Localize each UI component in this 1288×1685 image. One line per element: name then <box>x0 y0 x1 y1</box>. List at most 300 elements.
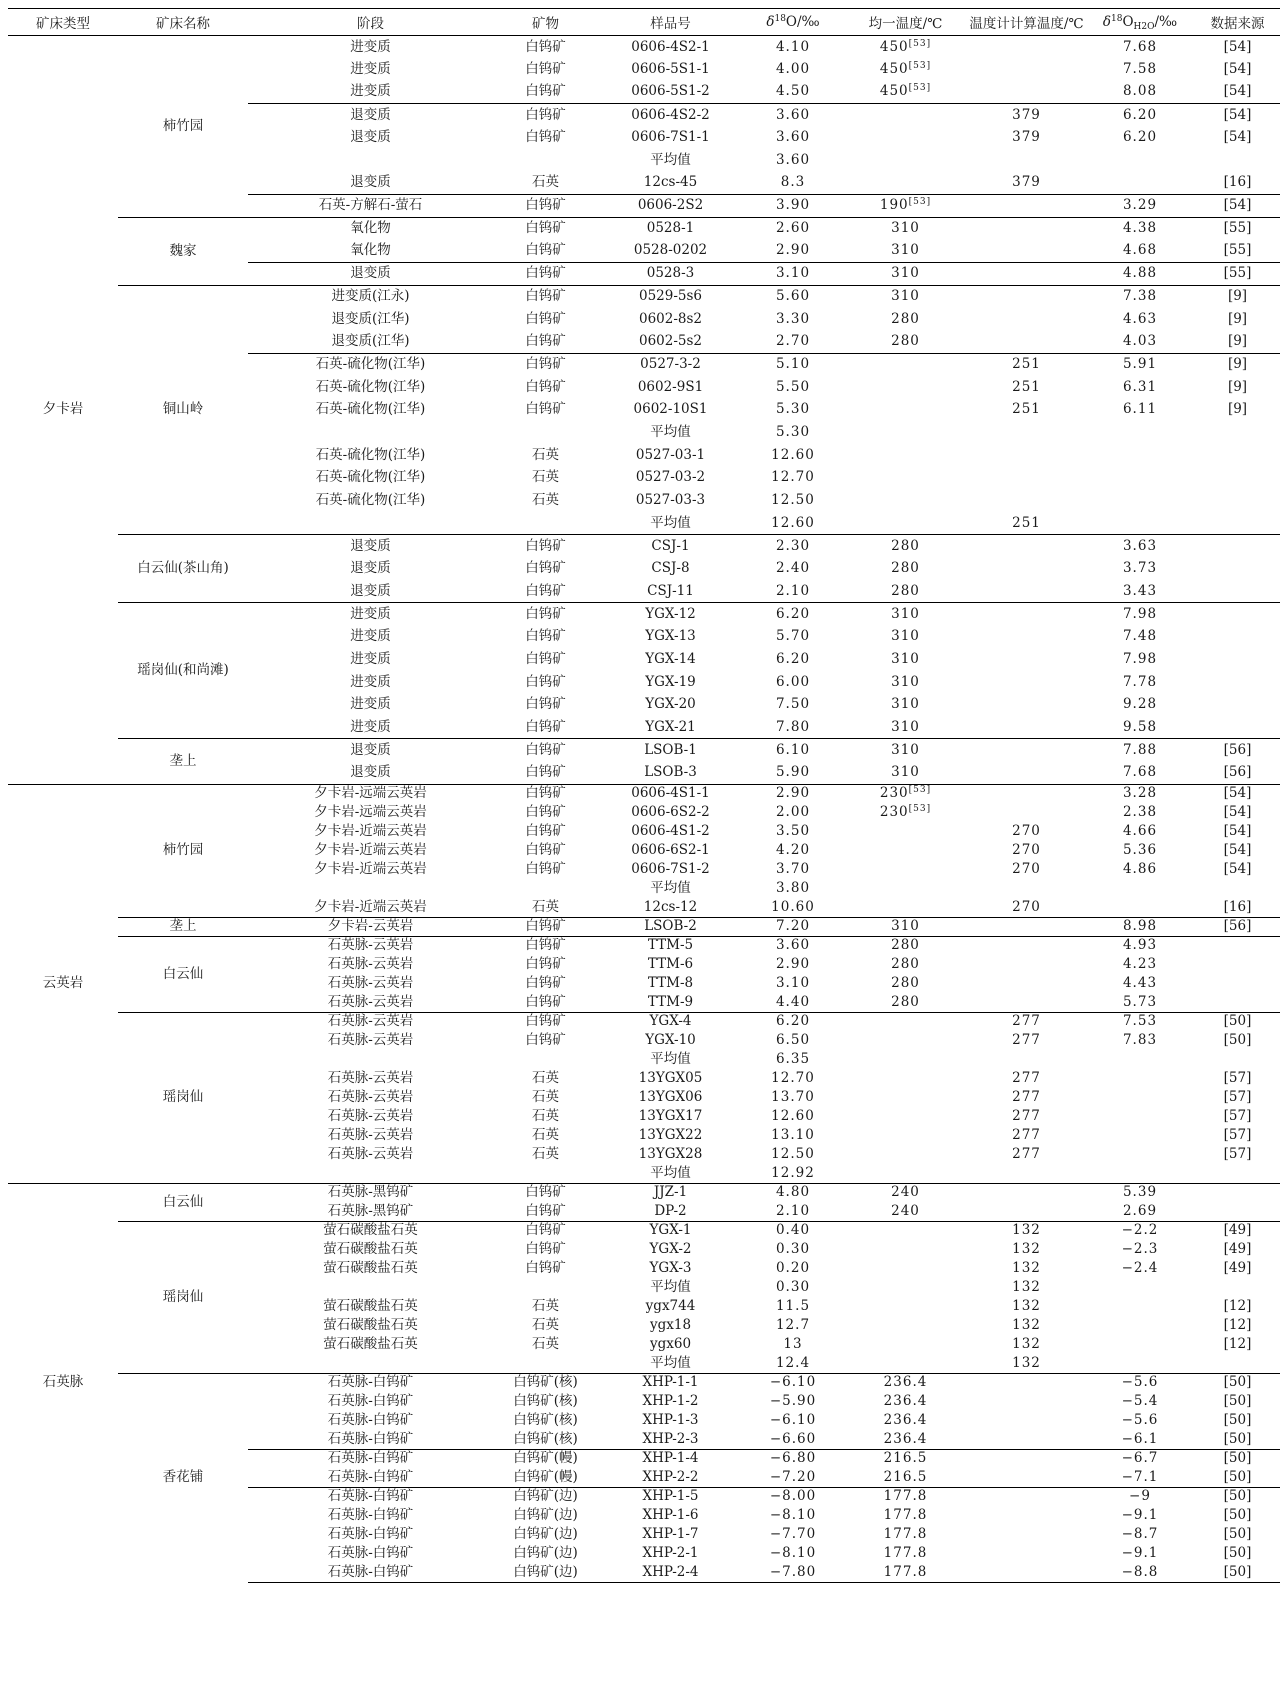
sample-id-cell: YGX-13 <box>645 628 696 645</box>
homog-temp-cell <box>843 444 968 467</box>
d18o-cell: 2.00 <box>775 804 811 821</box>
mineral-cell <box>493 512 598 535</box>
d18o-h2o-cell <box>1085 467 1195 490</box>
sample-id-cell: 13YGX28 <box>638 1146 703 1163</box>
stage-cell: 石英-硫化物(江华) <box>315 378 426 395</box>
thermo-temp-cell <box>968 467 1085 490</box>
d18o-h2o-cell: −8.7 <box>1121 1526 1159 1543</box>
d18o-h2o-cell: −2.3 <box>1121 1241 1159 1258</box>
d18o-cell: 12.70 <box>771 469 815 486</box>
sample-id-cell: TTM-5 <box>598 936 743 955</box>
sample-id-cell: XHP-1-4 <box>598 1449 743 1468</box>
d18o-h2o-cell: 4.88 <box>1085 262 1195 285</box>
mineral-cell: 白钨矿(幔) <box>513 1468 578 1485</box>
homog-temp-value: 240 <box>891 1202 920 1219</box>
source-ref-cell <box>1195 535 1280 558</box>
mineral-cell: 白钨矿(边) <box>513 1545 578 1562</box>
d18o-cell: 3.50 <box>775 823 811 840</box>
col-header-thermo-temp: 温度计计算温度/℃ <box>968 9 1085 36</box>
stage-cell: 石英脉-云英岩 <box>248 936 493 955</box>
mineral-cell <box>493 1354 598 1373</box>
stage-cell: 石英脉-云英岩 <box>327 993 414 1010</box>
d18o-h2o-cell <box>1085 1335 1195 1354</box>
mineral-cell <box>493 1164 598 1183</box>
d18o-cell: 6.20 <box>743 603 843 626</box>
source-ref-cell <box>1195 955 1280 974</box>
homog-temp-cell <box>843 580 968 603</box>
sample-id-cell: TTM-9 <box>647 993 694 1010</box>
col-header-type: 矿床类型 <box>8 9 118 36</box>
d18o-h2o-cell: −2.2 <box>1085 1221 1195 1240</box>
thermo-temp-cell <box>968 803 1085 822</box>
sample-id-cell: 0606-7S1-1 <box>631 129 710 146</box>
d18o-cell: 3.60 <box>775 151 811 168</box>
homog-temp-value: 310 <box>891 242 920 259</box>
thermo-temp-cell: 132 <box>1012 1260 1041 1277</box>
deposit-name-cell: 垄上 <box>118 739 248 784</box>
stage-cell <box>248 1164 493 1183</box>
source-ref-cell: [12] <box>1223 1336 1252 1353</box>
d18o-cell: −7.20 <box>769 1468 817 1485</box>
stage-cell: 进变质 <box>350 673 391 690</box>
sample-id-cell: XHP-1-3 <box>642 1412 699 1429</box>
mineral-cell: 白钨矿 <box>525 582 566 599</box>
stage-cell: 进变质 <box>350 61 391 78</box>
d18o-h2o-cell: 2.38 <box>1122 804 1158 821</box>
d18o-h2o-cell: 3.73 <box>1122 560 1158 577</box>
d18o-h2o-cell: 6.31 <box>1122 378 1158 395</box>
sample-id-cell: TTM-8 <box>647 975 694 992</box>
homog-temp-cell <box>843 1088 968 1107</box>
homog-temp-cell <box>843 308 968 331</box>
source-ref-cell: [54] <box>1223 61 1252 78</box>
sample-id-cell: YGX-3 <box>649 1260 692 1277</box>
homog-temp-cell <box>843 1259 968 1278</box>
table-row <box>8 217 1280 240</box>
stage-cell: 进变质(江永) <box>248 285 493 308</box>
d18o-cell: 13.10 <box>771 1127 815 1144</box>
source-ref-cell: [49] <box>1223 1260 1252 1277</box>
d18o-h2o-cell: −5.4 <box>1121 1393 1159 1410</box>
d18o-h2o-cell: 7.83 <box>1122 1032 1158 1049</box>
stage-cell: 夕卡岩-近端云英岩 <box>314 823 427 840</box>
thermo-temp-cell: 132 <box>1012 1354 1041 1371</box>
source-ref-cell: [50] <box>1223 1412 1252 1429</box>
homog-temp-cell <box>843 822 968 841</box>
mineral-cell <box>493 421 598 444</box>
stage-cell <box>248 879 493 898</box>
source-ref-cell: [57] <box>1223 1146 1252 1163</box>
stage-cell: 石英脉-白钨矿 <box>248 1373 493 1392</box>
thermo-temp-cell <box>968 557 1085 580</box>
source-ref-cell <box>1195 974 1280 993</box>
sample-id-cell: 13YGX22 <box>638 1127 703 1144</box>
homog-temp-value: 310 <box>891 918 920 935</box>
deposit-name-cell: 柿竹园 <box>162 117 204 134</box>
deposit-name-cell: 瑶岗仙(和尚滩) <box>118 603 248 739</box>
thermo-temp-cell <box>968 625 1085 648</box>
sample-id-cell: 12cs-45 <box>643 174 698 191</box>
thermo-temp-cell: 270 <box>1012 823 1041 840</box>
homog-temp-cell <box>843 898 968 917</box>
homog-temp-value: 450 <box>879 83 909 100</box>
d18o-h2o-cell: 7.38 <box>1085 285 1195 308</box>
homog-temp-cell <box>843 1563 968 1582</box>
stage-cell: 石英脉-白钨矿 <box>327 1430 414 1447</box>
homog-temp-cell <box>843 936 968 955</box>
mineral-cell: 白钨矿 <box>525 1032 566 1049</box>
deposit-name-cell: 魏家 <box>118 217 248 285</box>
sample-id-cell: 0606-4S2-2 <box>598 104 743 127</box>
d18o-h2o-cell: 5.73 <box>1122 993 1158 1010</box>
source-ref-cell <box>1195 580 1280 603</box>
homog-temp-ref: [53] <box>908 83 932 94</box>
source-ref-cell <box>1195 993 1280 1012</box>
stage-cell: 石英-硫化物(江华) <box>315 492 426 509</box>
mineral-cell: 白钨矿 <box>525 1202 566 1219</box>
mineral-cell: 白钨矿 <box>525 1260 566 1277</box>
stage-cell: 石英-硫化物(江华) <box>315 401 426 418</box>
d18o-h2o-cell: 7.98 <box>1085 603 1195 626</box>
sample-id-cell: 0602-5s2 <box>638 333 703 350</box>
mineral-cell: 白钨矿 <box>525 993 566 1010</box>
sample-id-cell: 0528-1 <box>598 217 743 240</box>
d18o-cell: 4.10 <box>775 38 811 55</box>
header-row <box>8 9 1280 36</box>
sample-id-cell: 0606-4S2-1 <box>631 38 710 55</box>
homog-temp-ref: [53] <box>908 61 932 72</box>
mineral-cell: 白钨矿(边) <box>513 1507 578 1524</box>
thermo-temp-cell <box>968 974 1085 993</box>
mineral-cell: 白钨矿 <box>493 285 598 308</box>
source-ref-cell: [49] <box>1195 1221 1280 1240</box>
source-ref-cell: [54] <box>1223 861 1252 878</box>
stage-cell: 退变质(江华) <box>331 310 410 327</box>
d18o-h2o-cell: 6.20 <box>1085 104 1195 127</box>
homog-temp-value: 280 <box>891 537 920 554</box>
source-ref-cell <box>1195 625 1280 648</box>
homog-temp-cell <box>843 1183 968 1202</box>
source-ref-cell: [9] <box>1227 401 1248 418</box>
thermo-temp-cell <box>968 1449 1085 1468</box>
homog-temp-cell <box>843 262 968 285</box>
source-ref-cell: [54] <box>1223 842 1252 859</box>
d18o-cell: 6.50 <box>775 1032 811 1049</box>
table-row <box>8 784 1280 803</box>
stage-cell: 石英脉-白钨矿 <box>327 1507 414 1524</box>
source-ref-cell: [50] <box>1223 1526 1252 1543</box>
homog-temp-cell <box>843 693 968 716</box>
thermo-temp-cell <box>968 1468 1085 1487</box>
homog-temp-value: 310 <box>891 220 920 237</box>
homog-temp-value: 310 <box>891 696 920 713</box>
mineral-cell: 白钨矿 <box>525 242 566 259</box>
homog-temp-value: 310 <box>891 673 920 690</box>
homog-temp-cell <box>843 399 968 422</box>
source-ref-cell: [49] <box>1223 1241 1252 1258</box>
mineral-cell: 石英 <box>532 1146 559 1163</box>
source-ref-cell <box>1195 149 1280 172</box>
d18o-cell: 2.70 <box>775 333 811 350</box>
source-ref-cell <box>1195 1050 1280 1069</box>
mineral-cell: 白钨矿 <box>493 936 598 955</box>
d18o-cell: 6.35 <box>775 1051 811 1068</box>
deposit-name-cell: 垄上 <box>118 917 248 936</box>
sample-id-cell: 0606-5S1-1 <box>631 61 710 78</box>
source-ref-cell <box>1195 512 1280 535</box>
mineral-cell: 白钨矿 <box>525 956 566 973</box>
sample-id-cell: XHP-1-7 <box>642 1526 699 1543</box>
mineral-cell: 白钨矿 <box>525 61 566 78</box>
mineral-cell: 白钨矿 <box>525 823 566 840</box>
mineral-cell: 白钨矿 <box>493 784 598 803</box>
mineral-cell <box>493 149 598 172</box>
thermo-temp-cell: 132 <box>1012 1279 1041 1296</box>
mineral-cell: 白钨矿 <box>493 217 598 240</box>
sample-id-cell: CSJ-1 <box>598 535 743 558</box>
mineral-cell: 白钨矿 <box>525 861 566 878</box>
d18o-cell: −6.10 <box>743 1373 843 1392</box>
thermo-temp-cell: 277 <box>1012 1127 1041 1144</box>
homog-temp-cell <box>843 421 968 444</box>
sample-id-cell: 平均值 <box>650 1354 691 1371</box>
homog-temp-cell <box>843 879 968 898</box>
source-ref-cell <box>1195 936 1280 955</box>
mineral-cell: 白钨矿(边) <box>513 1526 578 1543</box>
stage-cell: 石英脉-云英岩 <box>327 1070 414 1087</box>
d18o-h2o-cell: 4.86 <box>1122 861 1158 878</box>
mineral-cell: 白钨矿 <box>525 38 566 55</box>
mineral-cell <box>493 879 598 898</box>
deposit-type-cell: 石英脉 <box>8 1183 118 1582</box>
homog-temp-cell <box>843 1164 968 1183</box>
homog-temp-value: 280 <box>891 937 920 954</box>
d18o-cell: 2.10 <box>775 1202 811 1219</box>
homog-temp-cell <box>843 1354 968 1373</box>
stage-cell: 石英脉-白钨矿 <box>327 1526 414 1543</box>
sample-id-cell: 12cs-12 <box>643 898 698 915</box>
sample-id-cell: XHP-2-1 <box>642 1545 699 1562</box>
thermo-temp-cell <box>968 739 1085 762</box>
source-ref-cell: [50] <box>1223 1430 1252 1447</box>
stage-cell: 退变质 <box>350 129 391 146</box>
homog-temp-value: 280 <box>891 582 920 599</box>
d18o-h2o-cell <box>1085 879 1195 898</box>
mineral-cell: 白钨矿 <box>525 804 566 821</box>
sample-id-cell: 0529-5s6 <box>598 285 743 308</box>
thermo-temp-cell: 132 <box>1012 1241 1041 1258</box>
sample-id-cell: YGX-20 <box>645 696 696 713</box>
d18o-h2o-cell: 7.53 <box>1085 1012 1195 1031</box>
d18o-cell: 12.60 <box>771 446 815 463</box>
source-ref-cell: [57] <box>1223 1089 1252 1106</box>
mineral-cell: 石英 <box>532 469 559 486</box>
source-ref-cell: [54] <box>1195 104 1280 127</box>
d18o-h2o-cell: 8.98 <box>1085 917 1195 936</box>
thermo-temp-cell <box>968 993 1085 1012</box>
mineral-cell: 白钨矿 <box>493 1221 598 1240</box>
homog-temp-cell <box>843 126 968 149</box>
homog-temp-cell <box>843 1468 968 1487</box>
sample-id-cell: CSJ-11 <box>647 582 694 599</box>
d18o-cell: 7.80 <box>775 718 811 735</box>
thermo-temp-cell: 132 <box>1012 1317 1041 1334</box>
stage-cell: 氧化物 <box>248 217 493 240</box>
source-ref-cell: [50] <box>1195 1449 1280 1468</box>
sample-id-cell: 平均值 <box>650 1164 691 1181</box>
thermo-temp-cell <box>968 1506 1085 1525</box>
source-ref-cell <box>1195 716 1280 739</box>
stage-cell: 进变质 <box>350 38 391 55</box>
homog-temp-value: 280 <box>891 310 920 327</box>
thermo-temp-cell <box>968 603 1085 626</box>
d18o-cell: 3.90 <box>743 194 843 217</box>
sample-id-cell: YGX-12 <box>598 603 743 626</box>
d18o-h2o-cell <box>1085 1107 1195 1126</box>
stage-cell: 萤石碳酸盐石英 <box>323 1317 418 1334</box>
d18o-h2o-cell: 7.68 <box>1122 764 1158 781</box>
d18o-cell: −7.70 <box>769 1526 817 1543</box>
sample-id-cell: YGX-19 <box>645 673 696 690</box>
sample-id-cell: YGX-2 <box>649 1241 692 1258</box>
source-ref-cell: [55] <box>1223 242 1252 259</box>
mineral-cell: 石英 <box>532 1127 559 1144</box>
homog-temp-value: 190 <box>879 197 909 214</box>
thermo-temp-cell: 270 <box>1012 861 1041 878</box>
d18o-h2o-cell: 2.69 <box>1122 1202 1158 1219</box>
d18o-cell: 12.4 <box>775 1354 811 1371</box>
d18o-cell: 6.00 <box>775 673 811 690</box>
d18o-h2o-cell <box>1085 1069 1195 1088</box>
stage-cell: 石英脉-白钨矿 <box>327 1393 414 1410</box>
homog-temp-value: 236.4 <box>883 1393 928 1410</box>
mineral-cell: 白钨矿 <box>493 535 598 558</box>
col-header-sample: 样品号 <box>598 9 743 36</box>
thermo-temp-cell <box>968 1525 1085 1544</box>
source-ref-cell: [50] <box>1195 1563 1280 1582</box>
source-ref-cell <box>1195 603 1280 626</box>
d18o-cell: 6.20 <box>775 650 811 667</box>
d18o-h2o-cell: 3.28 <box>1085 784 1195 803</box>
stage-cell: 石英脉-云英岩 <box>327 1108 414 1125</box>
d18o-cell: 2.90 <box>775 956 811 973</box>
homog-temp-cell <box>843 81 968 104</box>
mineral-cell: 白钨矿 <box>525 650 566 667</box>
thermo-temp-cell <box>968 262 1085 285</box>
source-ref-cell <box>1195 1354 1280 1373</box>
d18o-cell: 2.60 <box>743 217 843 240</box>
homog-temp-cell <box>843 376 968 399</box>
thermo-temp-cell: 277 <box>1012 1032 1041 1049</box>
mineral-cell: 白钨矿(核) <box>513 1412 578 1429</box>
d18o-cell: 4.40 <box>775 993 811 1010</box>
homog-temp-cell <box>843 1012 968 1031</box>
sample-id-cell: YGX-14 <box>645 650 696 667</box>
d18o-h2o-cell <box>1085 421 1195 444</box>
oxygen-isotope-table <box>8 8 1280 1583</box>
d18o-cell: 12.50 <box>771 492 815 509</box>
thermo-temp-cell <box>968 580 1085 603</box>
d18o-h2o-cell: 7.68 <box>1122 38 1158 55</box>
mineral-cell: 白钨矿 <box>525 673 566 690</box>
homog-temp-cell <box>843 58 968 81</box>
d18o-cell: 3.70 <box>775 861 811 878</box>
homog-temp-cell <box>843 535 968 558</box>
thermo-temp-cell <box>968 784 1085 803</box>
stage-cell: 石英脉-白钨矿 <box>327 1412 414 1429</box>
stage-cell: 退变质 <box>350 560 391 577</box>
homog-temp-cell <box>843 330 968 353</box>
sample-id-cell: LSOB-3 <box>644 764 697 781</box>
mineral-cell: 白钨矿(核) <box>513 1430 578 1447</box>
mineral-cell: 白钨矿 <box>525 975 566 992</box>
mineral-cell: 白钨矿(边) <box>493 1563 598 1582</box>
sample-id-cell: 0527-3-2 <box>598 353 743 376</box>
d18o-cell: 3.10 <box>743 262 843 285</box>
d18o-cell: −7.80 <box>743 1563 843 1582</box>
source-ref-cell: [54] <box>1195 194 1280 217</box>
stage-cell: 萤石碳酸盐石英 <box>323 1298 418 1315</box>
d18o-cell: 12.60 <box>771 1108 815 1125</box>
stage-cell: 石英脉-白钨矿 <box>327 1545 414 1562</box>
d18o-h2o-cell: 5.91 <box>1085 353 1195 376</box>
d18o-cell: 4.20 <box>775 842 811 859</box>
d18o-cell: 5.60 <box>743 285 843 308</box>
homog-temp-cell <box>843 1373 968 1392</box>
d18o-h2o-cell <box>1085 1297 1195 1316</box>
col-header-mineral: 矿物 <box>493 9 598 36</box>
source-ref-cell: [50] <box>1223 1545 1252 1562</box>
thermo-temp-cell <box>968 1373 1085 1392</box>
thermo-temp-cell <box>968 955 1085 974</box>
mineral-cell: 白钨矿 <box>493 603 598 626</box>
stage-cell: 夕卡岩-近端云英岩 <box>314 898 427 915</box>
mineral-cell <box>493 1278 598 1297</box>
source-ref-cell <box>1195 467 1280 490</box>
source-ref-cell: [12] <box>1223 1317 1252 1334</box>
source-ref-cell: [54] <box>1223 129 1252 146</box>
stage-cell: 石英脉-云英岩 <box>327 975 414 992</box>
d18o-cell: 8.3 <box>780 174 806 191</box>
deposit-name-cell: 柿竹园 <box>118 784 248 917</box>
table-row <box>8 936 1280 955</box>
source-ref-cell: [9] <box>1195 285 1280 308</box>
thermo-temp-cell <box>968 194 1085 217</box>
stage-cell: 萤石碳酸盐石英 <box>323 1260 418 1277</box>
table-row <box>8 603 1280 626</box>
mineral-cell: 白钨矿 <box>525 842 566 859</box>
mineral-cell: 白钨矿 <box>493 1183 598 1202</box>
homog-temp-cell <box>843 172 968 195</box>
d18o-cell: 3.60 <box>743 104 843 127</box>
sample-id-cell: XHP-2-2 <box>642 1468 699 1485</box>
homog-temp-cell <box>843 557 968 580</box>
homog-temp-cell <box>843 1316 968 1335</box>
source-ref-cell <box>1195 671 1280 694</box>
d18o-cell: 3.60 <box>775 129 811 146</box>
mineral-cell: 白钨矿 <box>493 1012 598 1031</box>
d18o-h2o-cell: 5.36 <box>1122 842 1158 859</box>
thermo-temp-cell <box>968 1430 1085 1449</box>
sample-id-cell: YGX-1 <box>598 1221 743 1240</box>
homog-temp-cell <box>843 993 968 1012</box>
mineral-cell: 白钨矿 <box>525 83 566 100</box>
d18o-cell: 10.60 <box>771 898 815 915</box>
mineral-cell: 石英 <box>532 1070 559 1087</box>
mineral-cell: 白钨矿 <box>493 194 598 217</box>
homog-temp-cell <box>843 1107 968 1126</box>
col-header-stage: 阶段 <box>248 9 493 36</box>
